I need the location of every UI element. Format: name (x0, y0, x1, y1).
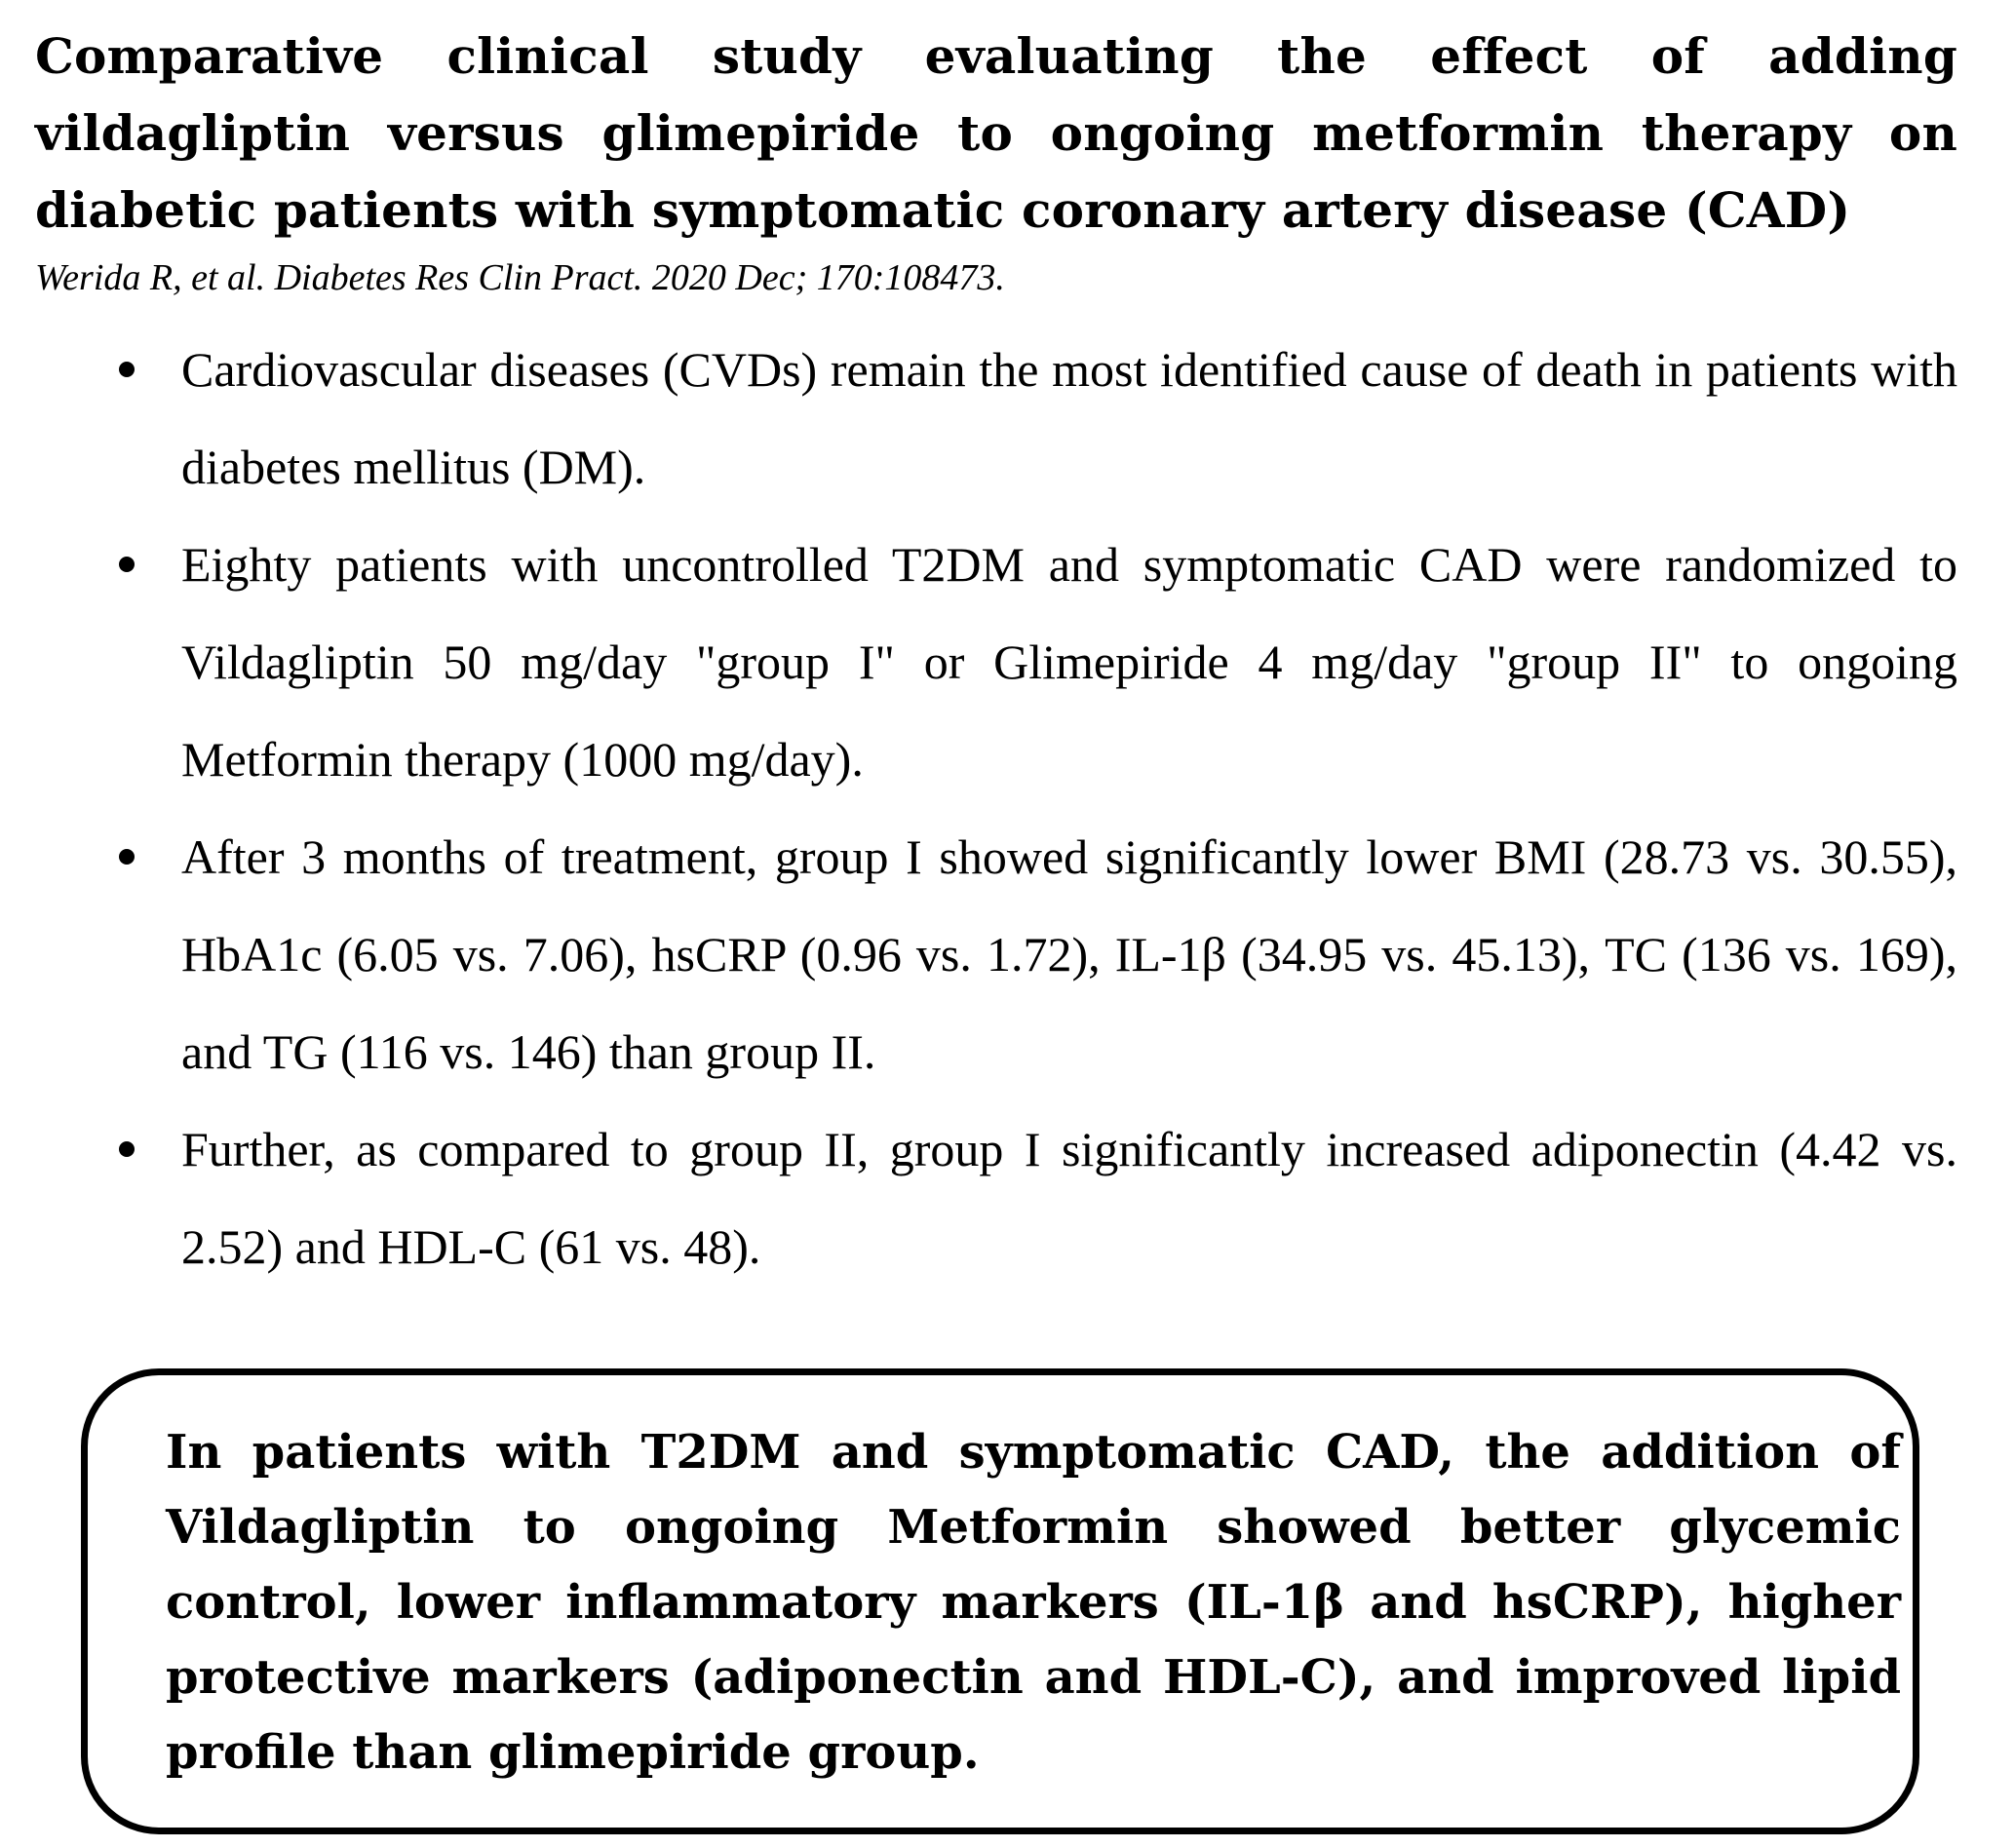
list-item (35, 321, 1957, 516)
document-title: Comparative clinical study evaluating the effect of adding vildagliptin versus glimepiride to ongoing metformin therapy on diabetic patients with symptomatic coronary artery disease (CAD) (35, 27, 1957, 239)
bullet-text: Further, as compared to group II, group I significantly increased adiponectin (4.42 vs. 2.52) and HDL-C (61 vs. 48). (181, 1122, 1957, 1274)
list-item (35, 808, 1957, 1100)
bullet-icon (107, 516, 146, 613)
citation: Werida R, et al. Diabetes Res Clin Pract. 2020 Dec; 170:108473. (35, 257, 1005, 298)
bullet-icon (107, 321, 146, 418)
bullet-text: Cardiovascular diseases (CVDs) remain the most identified cause of death in patients with diabetes mellitus (DM). (181, 342, 1957, 494)
list-item (35, 1100, 1957, 1295)
bullet-icon (107, 1100, 146, 1198)
bullet-text: After 3 months of treatment, group I showed significantly lower BMI (28.73 vs. 30.55), HbA1c (6.05 vs. 7.06), hsCRP (0.96 vs. 1.72), IL-1β (34.95 vs. 45.13), TC (136 vs. 169), and TG (116 vs. 146) than group II. (181, 829, 1957, 1079)
list-item (35, 516, 1957, 808)
document-page (35, 18, 1957, 1295)
conclusion-text: In patients with T2DM and symptomatic CAD, the addition of Vildagliptin to ongoing Metformin showed better glycemic control, lower inflammatory markers (IL-1β and hsCRP), higher protective markers (adiponectin and HDL-C), and improved lipid profile than glimepiride group. (166, 1425, 1901, 1780)
key-findings-list (35, 321, 1957, 1295)
bullet-text: Eighty patients with uncontrolled T2DM and symptomatic CAD were randomized to Vildagliptin 50 mg/day "group I" or Glimepiride 4 mg/day "group II" to ongoing Metformin therapy (1000 mg/day). (181, 537, 1957, 787)
bullet-icon (107, 808, 146, 905)
